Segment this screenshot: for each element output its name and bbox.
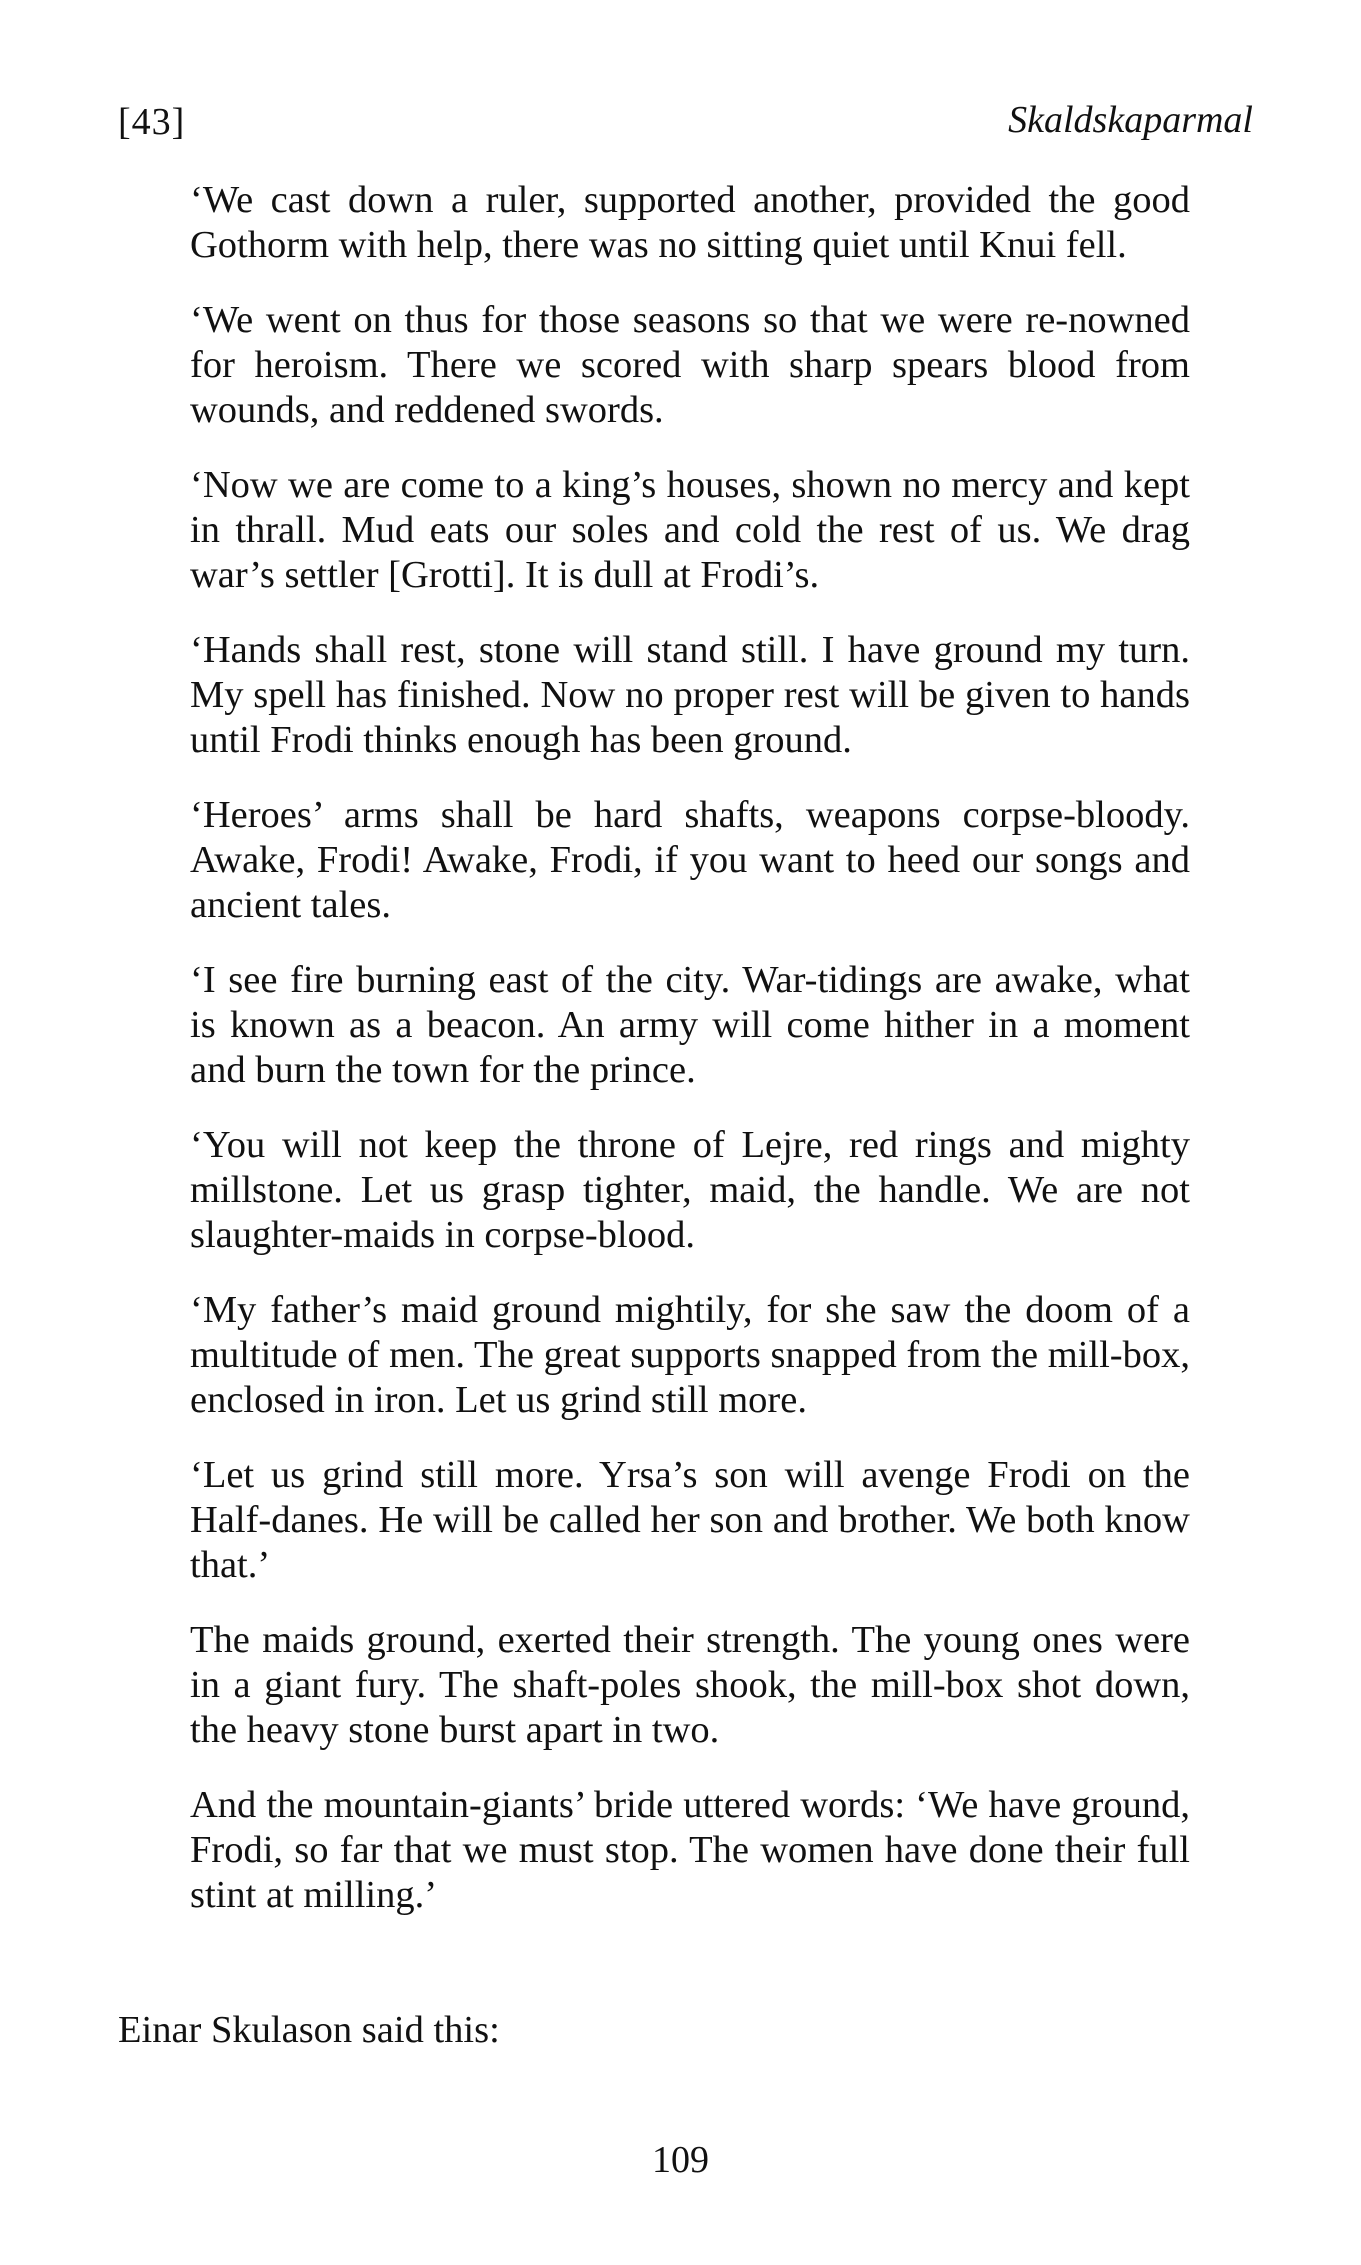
section-number: [43] [118, 101, 186, 143]
verse-paragraph: ‘We went on thus for those seasons so that we were re-nowned for heroism. There we scored with sharp spears blood from wounds, and reddened swords. [190, 299, 1190, 431]
page-number: 109 [652, 2139, 709, 2181]
verse-paragraph: And the mountain-giants’ bride uttered words: ‘We have ground, Frodi, so far that we must stop. The women have done their full stint at milling.’ [190, 1784, 1190, 1916]
verse-paragraph: ‘Now we are come to a king’s houses, shown no mercy and kept in thrall. Mud eats our soles and cold the rest of us. We drag war’s settler [Grotti]. It is dull at Frodi’s. [190, 464, 1190, 596]
verse-paragraph: ‘I see fire burning east of the city. War-tidings are awake, what is known as a beacon. An army will come hither in a moment and burn the town for the prince. [190, 959, 1190, 1091]
running-title: Skaldskaparmal [1008, 99, 1253, 141]
verse-list [190, 178, 1190, 1948]
verse-paragraph: ‘Hands shall rest, stone will stand still. I have ground my turn. My spell has finished. Now no proper rest will be given to hands until Frodi thinks enough has been ground. [190, 629, 1190, 761]
verse-paragraph: ‘You will not keep the throne of Lejre, red rings and mighty millstone. Let us grasp tighter, maid, the handle. We are not slaughter-maids in corpse-blood. [190, 1124, 1190, 1256]
verse-paragraph: ‘We cast down a ruler, supported another, provided the good Gothorm with help, there was no sitting quiet until Knui fell. [190, 179, 1190, 266]
verse-paragraph: ‘Heroes’ arms shall be hard shafts, weapons corpse-bloody. Awake, Frodi! Awake, Frodi, if you want to heed our songs and ancient tales. [190, 794, 1190, 926]
verse-paragraph: ‘Let us grind still more. Yrsa’s son will avenge Frodi on the Half-danes. He will be called her son and brother. We both know that.’ [190, 1454, 1190, 1586]
verse-paragraph: ‘My father’s maid ground mightily, for she saw the doom of a multitude of men. The great supports snapped from the mill-box, enclosed in iron. Let us grind still more. [190, 1289, 1190, 1421]
verse-paragraph: The maids ground, exerted their strength. The young ones were in a giant fury. The shaft-poles shook, the mill-box shot down, the heavy stone burst apart in two. [190, 1619, 1190, 1751]
closing-line: Einar Skulason said this: [118, 2009, 500, 2051]
